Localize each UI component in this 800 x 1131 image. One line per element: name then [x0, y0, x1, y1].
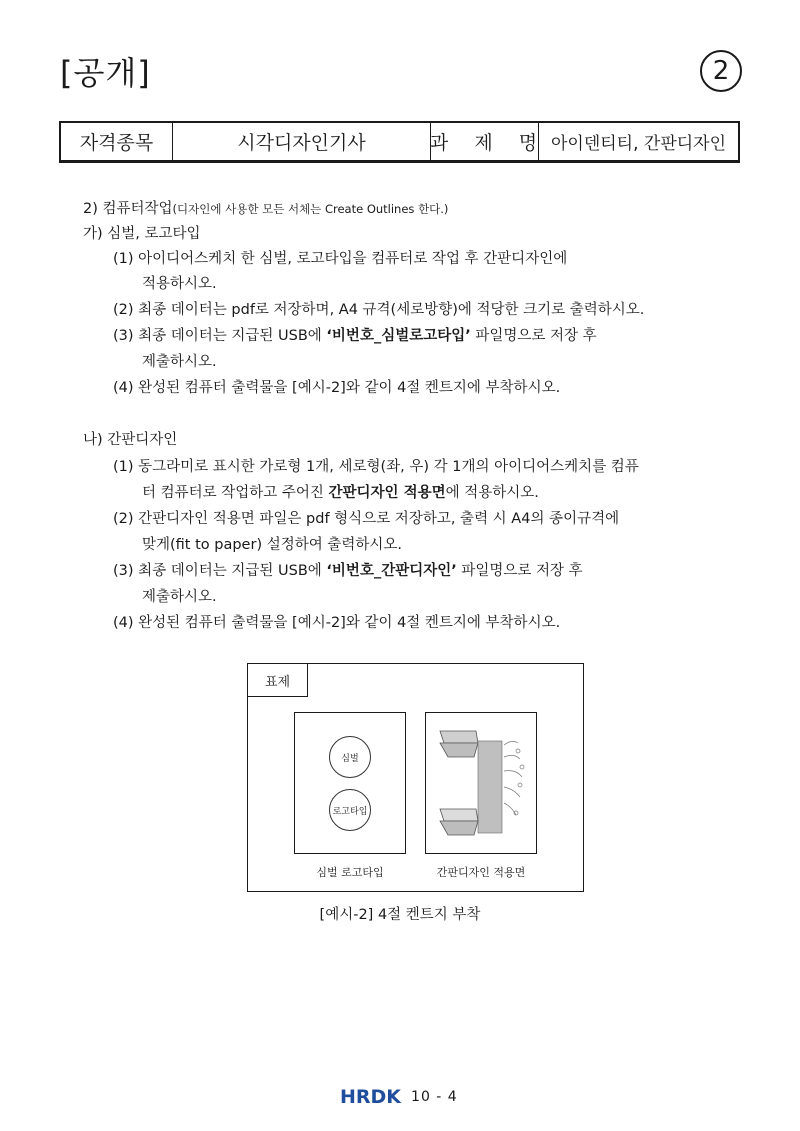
title-tab: 표제	[248, 664, 308, 697]
figure-caption: [예시-2] 4절 켄트지 부착	[319, 907, 481, 923]
footer	[340, 1086, 458, 1108]
ga-item-4: (4) 완성된 컴퓨터 출력물을 [예시-2]와 같이 4절 켄트지에 부착하시오.	[113, 380, 561, 396]
section2-note: (디자인에 사용한 모든 서체는 Create Outlines 한다.)	[172, 202, 449, 216]
signboard-caption: 간판디자인 적용면	[436, 866, 526, 879]
ga-item-2: (2) 최종 데이터는 pdf로 저장하며, A4 규격(세로방향)에 적당한 크기로 출력하시오.	[113, 302, 645, 318]
public-label: [공개]	[60, 54, 151, 92]
na-item-3a: (3) 최종 데이터는 지급된 USB에 ‘비번호_간판디자인’ 파일명으로 저장 후	[113, 563, 583, 579]
field-label: 자격종목	[61, 123, 173, 160]
symbol-circle: 심벌	[329, 736, 371, 778]
na-item-2b: 맞게(fit to paper) 설정하여 출력하시오.	[142, 537, 402, 553]
ga-item-1b: 적용하시오.	[142, 276, 217, 292]
ga-item-3b: 제출하시오.	[142, 354, 217, 370]
subject-label: 과 제 명	[431, 123, 539, 160]
na-title: 나) 간판디자인	[83, 432, 178, 448]
exam-info-table	[59, 121, 740, 163]
symbol-logotype-panel	[294, 712, 406, 854]
example-figure	[247, 663, 584, 892]
field-value: 시각디자인기사	[173, 123, 431, 160]
logotype-circle: 로고타입	[329, 789, 371, 831]
section2-title: 2) 컴퓨터작업(디자인에 사용한 모든 서체는 Create Outlines 한다.)	[83, 201, 449, 217]
na-item-4: (4) 완성된 컴퓨터 출력물을 [예시-2]와 같이 4절 켄트지에 부착하시오.	[113, 615, 561, 631]
na-item-3b: 제출하시오.	[142, 589, 217, 605]
signboard-sketch-icon	[426, 713, 536, 853]
na-item-2a: (2) 간판디자인 적용면 파일은 pdf 형식으로 저장하고, 출력 시 A4의 종이규격에	[113, 511, 620, 527]
symbol-logotype-caption: 심벌 로고타입	[316, 866, 384, 879]
signboard-panel	[425, 712, 537, 854]
na-item-1a: (1) 동그라미로 표시한 가로형 1개, 세로형(좌, 우) 각 1개의 아이디어스케치를 컴퓨	[113, 459, 639, 475]
ga-item-1a: (1) 아이디어스케치 한 심벌, 로고타입을 컴퓨터로 작업 후 간판디자인에	[113, 251, 568, 267]
ga-item-3a: (3) 최종 데이터는 지급된 USB에 ‘비번호_심벌로고타입’ 파일명으로 저장 후	[113, 328, 597, 344]
hrdk-logo: HRDK	[340, 1086, 402, 1108]
page-circle-number: 2	[700, 50, 742, 92]
page-number: 10 - 4	[411, 1089, 458, 1105]
subject-value: 아이덴티티, 간판디자인	[550, 134, 727, 154]
na-item-1b: 터 컴퓨터로 작업하고 주어진 간판디자인 적용면에 적용하시오.	[142, 485, 539, 501]
ga-title: 가) 심벌, 로고타입	[83, 226, 201, 242]
